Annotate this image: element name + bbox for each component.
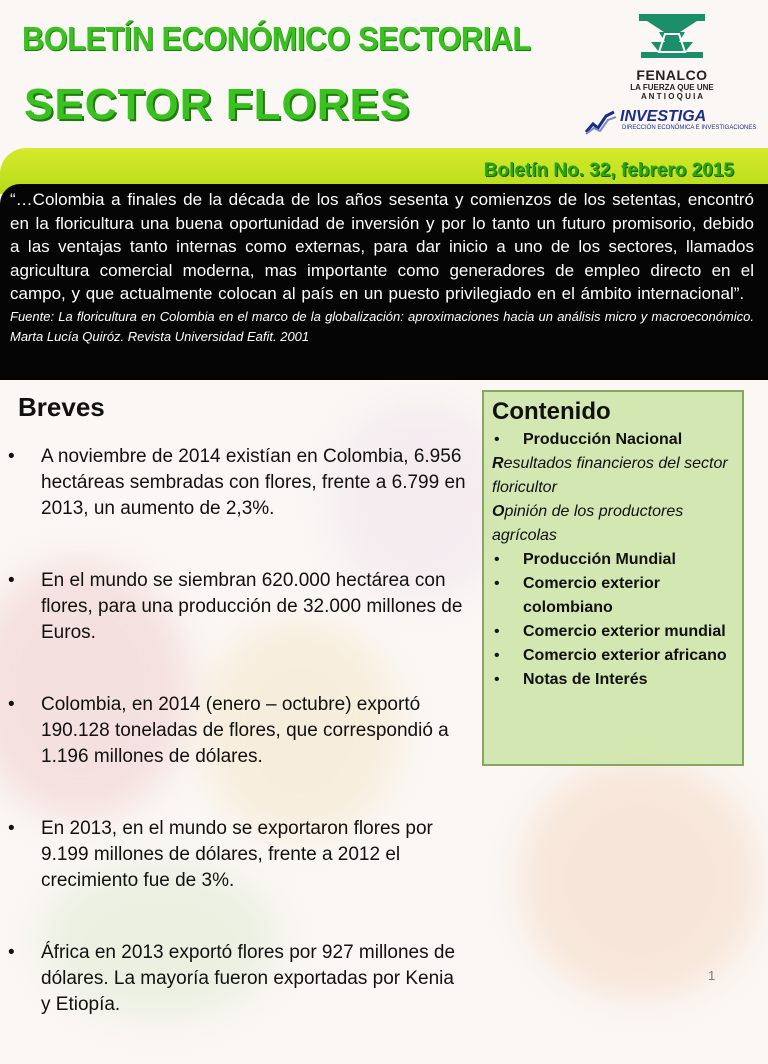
contenido-subitem-opinion (492, 500, 734, 548)
breve-text: En el mundo se siembran 620.000 hectárea con flores, para una producción de 32.000 millones de Euros. (41, 570, 463, 643)
contenido-item-label: Producción Nacional (523, 431, 683, 448)
contenido-item-produccion-mundial (492, 548, 734, 572)
contenido-item-notas (492, 668, 734, 692)
growth-chart-icon (584, 108, 618, 136)
background-floral-wash (520, 760, 760, 1000)
bullet-icon: • (8, 694, 15, 715)
breve-text: Colombia, en 2014 (enero – octubre) exportó 190.128 toneladas de flores, que correspondió a 1.196 millones de dólares. (41, 694, 449, 767)
investiga-name: INVESTIGA (620, 108, 707, 125)
breve-text: A noviembre de 2014 existían en Colombia, 6.956 hectáreas sembradas con flores, frente a 6.799 en 2013, un aumento de 2,3%. (41, 446, 466, 519)
breves-heading: Breves (18, 392, 105, 422)
contenido-item-comercio-mundial (492, 620, 734, 644)
contenido-subitem-initial: O (492, 503, 505, 520)
contenido-item-label: Comercio exterior africano (523, 647, 727, 664)
bullet-icon: • (8, 818, 15, 839)
fenalco-tagline-region: A N T I O Q U I A (640, 92, 704, 101)
contenido-heading: Contenido (492, 398, 611, 425)
contenido-item-label: Notas de Interés (523, 671, 648, 688)
contenido-item-comercio-colombiano (492, 572, 734, 620)
page-number: 1 (708, 968, 716, 983)
quote-source: Fuente: La floricultura en Colombia en el marco de la globalización: aproximaciones hacia un análisis micro y macroeconómico. Marta Lucía Quiróz. Revista Universidad Eafit. 2001 (10, 308, 754, 344)
bullet-icon: • (8, 570, 15, 591)
contenido-item-label: Producción Mundial (523, 551, 676, 568)
list-item (4, 568, 466, 646)
contenido-item-comercio-africano (492, 644, 734, 668)
bullet-icon: • (494, 647, 500, 664)
list-item (4, 444, 466, 522)
contenido-box (482, 390, 744, 766)
breves-list (4, 444, 466, 1064)
bullet-icon: • (8, 942, 15, 963)
contenido-item-produccion-nacional (492, 428, 734, 452)
bullet-icon: • (494, 575, 500, 592)
contenido-subitem-initial: R (492, 455, 504, 472)
contenido-subitem-label: pinión de los productores agrícolas (492, 503, 684, 544)
bullet-icon: • (494, 671, 500, 688)
list-item (4, 816, 466, 894)
bulletin-number: Boletín No. 32, febrero 2015 (483, 160, 734, 181)
fenalco-name: FENALCO (636, 67, 708, 83)
bulletin-title: BOLETÍN ECONÓMICO SECTORIAL (22, 20, 531, 57)
breve-text: África en 2013 exportó flores por 927 millones de dólares. La mayoría fueron exportadas por Kenia y Etiopía. (41, 942, 456, 1015)
quote-box (0, 184, 768, 380)
contenido-subitem-resultados (492, 452, 734, 500)
fenalco-emblem-icon (637, 12, 707, 60)
list-item (4, 692, 466, 770)
contenido-subitem-label: esultados financieros del sector floricultor (492, 455, 728, 496)
list-item (4, 940, 466, 1018)
fenalco-tagline: LA FUERZA QUE UNE (630, 83, 714, 92)
bullet-icon: • (494, 623, 500, 640)
contenido-list (492, 428, 734, 692)
bullet-icon: • (8, 446, 15, 467)
sector-title: SECTOR FLORES (24, 80, 411, 129)
investiga-logo (584, 108, 757, 138)
investiga-subtitle: DIRECCIÓN ECONÓMICA E INVESTIGACIONES (622, 125, 757, 131)
quote-text: “…Colombia a finales de la década de los años sesenta y comienzos de los setentas, encontró en la floricultura una buena oportunidad de inversión y por lo tanto un futuro promisorio, debido a las ventajas tanto internas como externas, para dar inicio a uno de los sectores, llamados agricultura comercial moderna, mas importante como generadores de empleo directo en el campo, y que actualmente colocan al país en un puesto privilegiado en el ámbito internacional”. (10, 190, 754, 303)
breve-text: En 2013, en el mundo se exportaron flores por 9.199 millones de dólares, frente a 2012 el crecimiento fue de 3%. (41, 818, 433, 891)
contenido-item-label: Comercio exterior colombiano (523, 575, 660, 616)
fenalco-logo (628, 12, 716, 101)
contenido-item-label: Comercio exterior mundial (523, 623, 726, 640)
bullet-icon: • (494, 431, 500, 448)
bullet-icon: • (494, 551, 500, 568)
